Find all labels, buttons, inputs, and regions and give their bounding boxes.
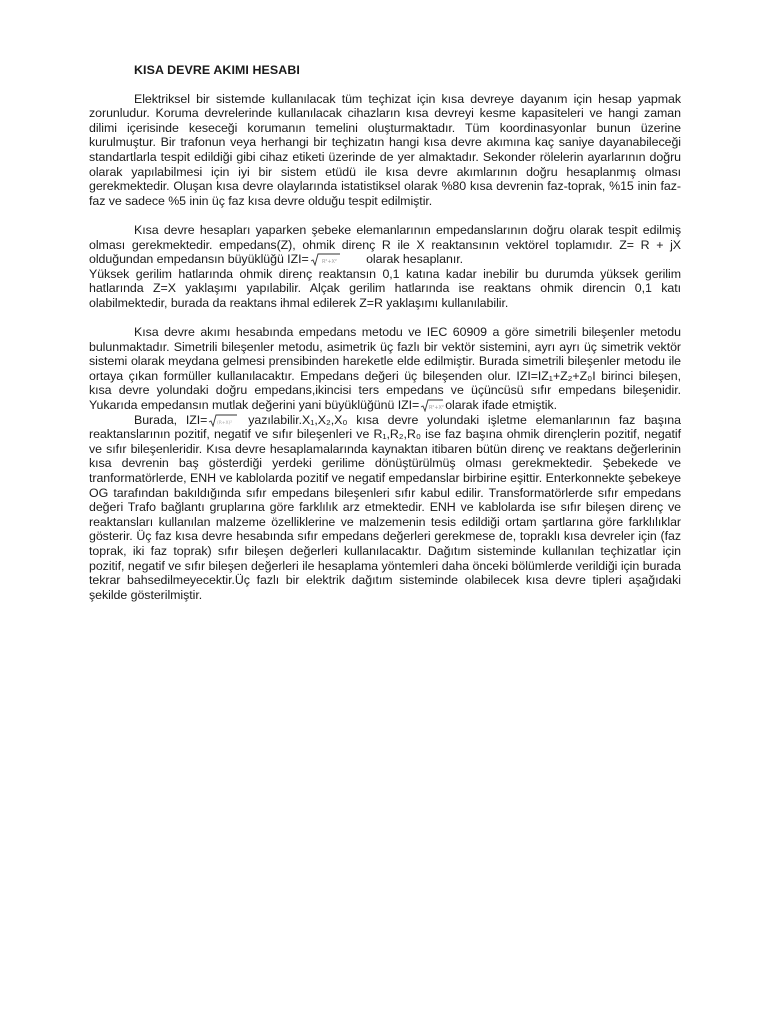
paragraph-impedance-text-a: Kısa devre hesapları yaparken şebeke elemanlarının empedanslarının doğru olarak tespit edilmiş olması gerekmektedir. empedans(Z), ohmik direnç R ile X reaktansının vektörel toplamıdır. Z= R + jX olduğundan empedansın büyüklüğü IZI= [89, 222, 681, 267]
paragraph-impedance-text-b: olarak hesaplanır. [362, 252, 463, 267]
document-page [89, 63, 681, 617]
svg-text:R²+X²: R²+X² [429, 405, 445, 412]
paragraph-intro [89, 92, 681, 209]
paragraph-impedance-text-c: Yüksek gerilim hatlarında ohmik direnç reaktansın 0,1 katına kadar inebilir bu durumda yüksek gerilim hatlarında Z=X yaklaşımı yapılabilir. Alçak gerilim hatlarında ise reaktans ohmik direncin 0,1 katı olabilmektedir, burada da reaktans ihmal edilerek Z=R yaklaşımı kullanılabilir. [89, 266, 681, 310]
paragraph-symmetric-text-b: olarak ifade etmiştik. [445, 398, 558, 413]
svg-text:R²+X²: R²+X² [321, 259, 337, 266]
paragraph-symmetric-text-a: Kısa devre akımı hesabında empedans metodu ve IEC 60909 a göre simetrili bileşenler metodu bulunmaktadır. Simetrili bileşenler metodu, asimetrik üç fazlı bir vektör sistemini, ayrı ayrı üç simetrik vektör sistemi olarak meydana gelmesi prensibinden hareketle elde edilmiştir. Burada simetrili bileşenler metodu ile ortaya çıkan formüller kullanılacaktır. Empedans değeri üç bileşenden olur. IZI=IZ₁+Z₂+Z₀I birinci bileşen, kısa devre yolundaki doğru empedans,ikincisi ters empedans ve üçüncüsü sıfır empedans bileşenidir. Yukarıda empedansın mutlak değerini yani büyüklüğünü IZI= [89, 325, 681, 413]
paragraph-intro-text: Elektriksel bir sistemde kullanılacak tüm teçhizat için kısa devreye dayanım için hesap yapmak zorunludur. Koruma devrelerinde kullanılacak cihazların kısa devreyi kesme kapasiteleri ve hangi zaman dilimi içerisinde keseceği korumanın temelini oluşturmaktadır. Tüm koordinasyonlar bunun üzerine kurulmuştur. Bir trafonun veya herhangi bir teçhizatın hangi kısa devre akımına kaç saniye dayanabileceği standartlarla tespit edildiği gibi cihaz etiketi üzerinde de yer almaktadır. Sekonder rölelerin ayarlarının doğru olarak yapılabilmesi için iyi bir sistem etüdü ile kısa devre akımlarının doğru hesaplanmış olması gerekmektedir. Oluşan kısa devre olaylarında istatistiksel olarak %80 kısa devrenin faz-toprak, %15 inin faz-faz ve sadece %5 inin üç faz kısa devre olduğu tespit edilmiştir. [89, 91, 681, 208]
document-title: KISA DEVRE AKIMI HESABI [134, 63, 300, 77]
paragraph-detail-text-b: yazılabilir.X₁,X₂,X₀ kısa devre yolundaki işletme elemanlarının faz başına reaktanslarının pozitif, negatif ve sıfır bileşenleri ve R₁,R₂,R₀ ise faz başına ohmik dirençlerin pozitif, negatif ve sıfır bileşenleridir. Kısa devre hesaplamalarında kaynaktan itibaren bütün direnç ve reaktans değerlerinin kısa devrenin baş gösterdiği yerdeki gerilime dönüştürülmüş olması gerekmektedir. Şebekede ve tranformatörlerde, ENH ve kablolarda pozitif ve negatif empedanslar birbirine eşittir. Enterkonnekte şebekeye OG tarafından bakıldığında sıfır empedans bileşenleri sıfır kabul edilir. Transformatörlerde sıfır empedans değeri Trafo bağlantı gruplarına göre farklılık arz etmektedir. ENH ve kablolarda ise sıfır bileşen direnç ve reaktansları kullanılan malzeme özelliklerine ve malzemenin tesis edildiği ortam şartlarına göre farklılıklar gösterir. Üç faz kısa devre hesabında sıfır empedans değerleri gerekmese de, topraklı kısa devreler için (faz toprak, iki faz toprak) sıfır bileşen değerleri kullanılacaktır. Dağıtım sisteminde kullanılan teçhizatlar için pozitif, negatif ve sıfır bileşen değerleri ile hesaplama yöntemleri daha önceki bölümlerde verildiği için burada tekrar bahsedilmeyecektir.Üç fazlı bir elektrik dağıtım sisteminde olabilecek kısa devre tipleri aşağıdaki şekilde gösterilmiştir. [89, 412, 681, 602]
sqrt-formula-image [208, 414, 238, 427]
sqrt-formula-image [420, 399, 444, 412]
svg-text:(R+X)²: (R+X)² [217, 420, 233, 426]
paragraph-components-detail [89, 413, 681, 603]
sqrt-formula-image [310, 253, 362, 266]
paragraph-detail-text-a: Burada, IZI= [134, 412, 208, 427]
paragraph-impedance [89, 223, 681, 311]
paragraph-symmetric-components [89, 325, 681, 413]
